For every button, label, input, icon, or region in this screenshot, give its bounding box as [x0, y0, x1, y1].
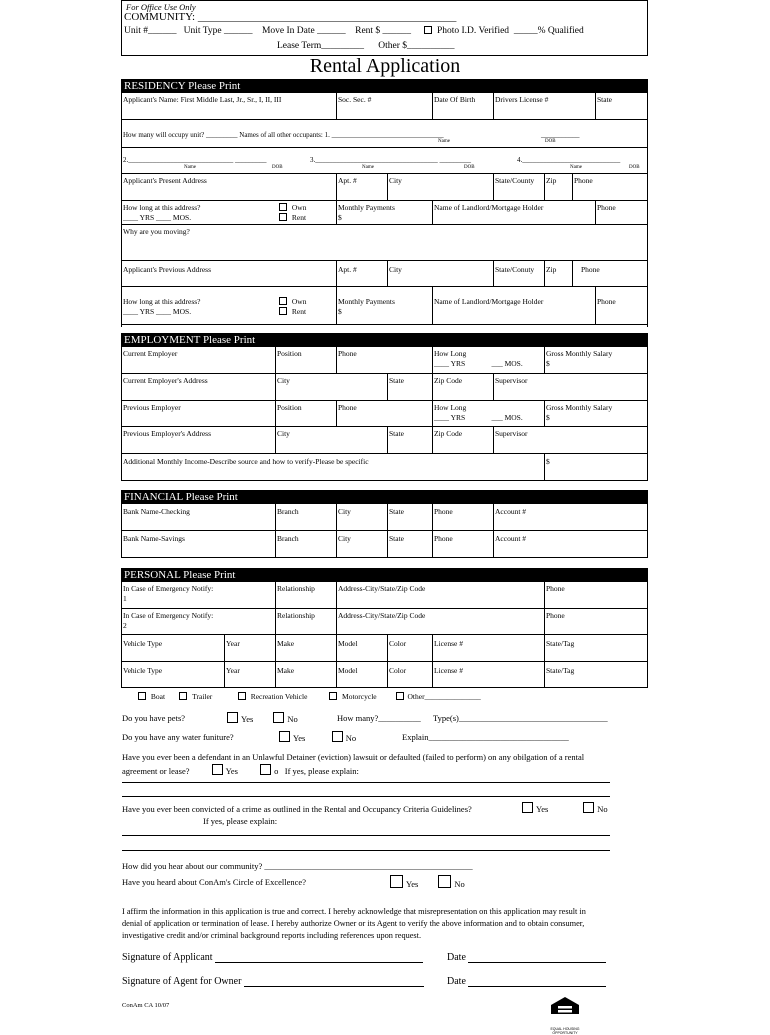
- motorcycle-label: Motorcycle: [342, 692, 377, 701]
- howlong-label-emp: How Long: [434, 349, 467, 358]
- pets-yes-checkbox[interactable]: [227, 712, 238, 723]
- yrs-mos-field-2[interactable]: ____ YRS ____ MOS.: [123, 307, 192, 316]
- previous-position-cell[interactable]: Position: [275, 401, 336, 426]
- occupy-question[interactable]: How many will occupy unit? _________ Names of all other occupants: 1. ________________________________: [123, 131, 444, 139]
- vehicle-model-2-cell[interactable]: Model: [336, 662, 387, 687]
- savings-branch-cell[interactable]: Branch: [275, 531, 336, 557]
- dob-caption-4: DOB: [629, 165, 640, 170]
- vehicle-type-2-cell[interactable]: Vehicle Type: [123, 666, 163, 675]
- pets-label: Do you have pets?: [122, 713, 186, 723]
- qualified-field[interactable]: _____% Qualified: [513, 26, 584, 36]
- pets-no-checkbox[interactable]: [273, 712, 284, 723]
- circle-no-label: No: [454, 879, 465, 889]
- convicted-options: [519, 802, 608, 814]
- defendant-yes-checkbox[interactable]: [212, 764, 223, 775]
- agent-signature-field[interactable]: [244, 986, 424, 987]
- previous-address-emp-row: [122, 427, 647, 454]
- current-howlong-cell[interactable]: [432, 347, 544, 373]
- prev-emp-address-cell[interactable]: Previous Employer's Address: [123, 429, 212, 438]
- rent-checkbox[interactable]: [279, 213, 287, 221]
- current-salary-cell[interactable]: [544, 347, 647, 373]
- unit-type-field[interactable]: Unit Type ______: [183, 26, 253, 36]
- checking-phone-cell[interactable]: Phone: [432, 504, 493, 530]
- employment-header: EMPLOYMENT Please Print: [121, 333, 648, 347]
- checking-row: [122, 504, 647, 531]
- hear-question[interactable]: How did you hear about our community? _________________________________________________: [122, 861, 473, 871]
- residency-grid: [121, 93, 648, 327]
- circle-options: [387, 875, 465, 889]
- vehicle-make-1-cell[interactable]: Make: [275, 635, 336, 661]
- monthly-payment-cell-2[interactable]: [336, 287, 432, 324]
- dob-caption-2: DOB: [272, 165, 283, 170]
- office-title: For Office Use Only: [126, 2, 196, 12]
- personal-grid: [121, 582, 648, 688]
- howlong-label: How long at this address?: [123, 203, 201, 212]
- current-phone-cell[interactable]: Phone: [336, 347, 432, 373]
- convicted-no-label: No: [597, 804, 608, 814]
- emergency-2-cell[interactable]: [122, 609, 275, 634]
- defendant-no-label: o: [274, 766, 279, 776]
- current-employer-row: [122, 347, 647, 374]
- boat-checkbox[interactable]: [138, 692, 146, 700]
- rent-label: Rent: [291, 213, 307, 222]
- defendant-question-2: [122, 764, 359, 776]
- vehicle-year-2-cell[interactable]: Year: [224, 662, 275, 687]
- previous-salary-cell[interactable]: [544, 401, 647, 426]
- water-explain-field[interactable]: Explain_________________________________: [402, 732, 569, 742]
- own-label: Own: [291, 203, 307, 212]
- water-no-checkbox[interactable]: [332, 731, 343, 742]
- applicant-row: [122, 93, 647, 120]
- affirm-line-2: denial of application or termination of lease. I hereby authorize Owner or its Agent to verify the above information and to obtain consumer,: [122, 919, 585, 928]
- landlord-cell-2[interactable]: Name of Landlord/Mortgage Holder: [432, 287, 595, 324]
- monthly-dollar: $: [338, 213, 342, 222]
- defendant-question-1: Have you ever been a defendant in an Unlawful Detainer (eviction) lawsuit or defaulted (failed to perform) on any obilgation of a rental: [122, 752, 585, 762]
- convicted-yes-label: Yes: [536, 804, 549, 814]
- previous-address-row: [122, 261, 647, 287]
- own-checkbox[interactable]: [279, 203, 287, 211]
- occupant-2[interactable]: 2.______________________________ _________: [123, 156, 267, 164]
- occupant-3[interactable]: 3.___________________________________ _________: [310, 156, 471, 164]
- savings-bank-cell[interactable]: Bank Name-Savings: [123, 534, 185, 543]
- vehicle-model-1-cell[interactable]: Model: [336, 635, 387, 661]
- emp-mos[interactable]: ___ MOS.: [491, 359, 523, 368]
- monthly-label-2: Monthly Payments: [338, 297, 395, 306]
- emergency-row-1: [122, 582, 647, 609]
- agent-date-row: [447, 976, 606, 987]
- license-state-cell[interactable]: State: [595, 93, 647, 119]
- other-checkbox[interactable]: [396, 692, 404, 700]
- previous-employer-row: [122, 401, 647, 427]
- rent-checkbox-2[interactable]: [279, 307, 287, 315]
- equal-housing-icon: [548, 996, 582, 1022]
- affirm-line-3: investigative credit and/or criminal background reports including references upon request.: [122, 931, 422, 940]
- defendant-q2-label: agreement or lease?: [122, 766, 190, 776]
- own-checkbox-2[interactable]: [279, 297, 287, 305]
- salary-label: Gross Monthly Salary: [546, 349, 613, 358]
- agent-signature-label: Signature of Agent for Owner: [122, 976, 242, 987]
- defendant-ifyes: If yes, please explain:: [284, 766, 359, 776]
- prev-emp-supervisor-cell[interactable]: Supervisor: [493, 427, 647, 453]
- photo-id-checkbox[interactable]: [424, 26, 432, 34]
- present-duration-row: [122, 201, 647, 225]
- emergency-row-2: [122, 609, 647, 635]
- present-howlong-cell[interactable]: [122, 201, 275, 224]
- rent-label-2: Rent: [291, 307, 307, 316]
- vehicle-state-1-cell[interactable]: State/Tag: [544, 635, 647, 661]
- vehicle-row-2: [122, 662, 647, 688]
- dob-cell[interactable]: Date Of Birth: [432, 93, 493, 119]
- emergency-address-1-cell[interactable]: Address-City/State/Zip Code: [336, 582, 544, 608]
- occupants-row-2: [122, 148, 647, 174]
- additional-income-cell[interactable]: Additional Monthly Income-Describe source and how to verify-Please be specific: [123, 457, 369, 466]
- savings-account-cell[interactable]: Account #: [493, 531, 647, 557]
- agent-date-label: Date: [447, 976, 466, 987]
- other-field[interactable]: Other $__________: [378, 41, 455, 51]
- prev-emp-city-cell[interactable]: City: [275, 427, 387, 453]
- move-in-field[interactable]: Move In Date ______: [261, 26, 346, 36]
- equal-housing-logo: [548, 996, 585, 1035]
- name-caption-2: Name: [184, 165, 196, 170]
- how-many-field[interactable]: How many?__________: [337, 713, 421, 723]
- yrs-mos-field[interactable]: ____ YRS ____ MOS.: [123, 213, 192, 222]
- own-rent-cell-2: [275, 287, 336, 324]
- monthly-label: Monthly Payments: [338, 203, 395, 212]
- emp-yrs-2[interactable]: ____ YRS: [434, 413, 466, 422]
- savings-city-cell[interactable]: City: [336, 531, 387, 557]
- boat-label: Boat: [150, 692, 166, 701]
- previous-state-cell[interactable]: State/Conuty: [493, 261, 544, 286]
- current-state-cell[interactable]: State: [387, 374, 432, 400]
- landlord-phone-cell-2[interactable]: Phone: [595, 287, 647, 324]
- emp-yrs[interactable]: ____ YRS: [434, 359, 466, 368]
- rv-label: Recreation Vehicle: [250, 692, 308, 701]
- present-zip-cell[interactable]: Zip: [544, 174, 572, 200]
- emergency-label-2: In Case of Emergency Notify:: [123, 611, 214, 620]
- relationship-2-cell[interactable]: Relationship: [275, 609, 336, 634]
- rv-checkbox[interactable]: [238, 692, 246, 700]
- convicted-no-checkbox[interactable]: [583, 802, 594, 813]
- vehicle-state-2-cell[interactable]: State/Tag: [544, 662, 647, 687]
- emergency-1-cell[interactable]: [122, 582, 275, 608]
- lease-term-field[interactable]: Lease Term_________: [277, 41, 365, 51]
- prev-emp-zip-cell[interactable]: Zip Code: [432, 427, 493, 453]
- trailer-label: Trailer: [192, 692, 213, 701]
- additional-income-row: [122, 454, 647, 481]
- employment-grid: [121, 347, 648, 481]
- vehicle-license-2-cell[interactable]: License #: [432, 662, 544, 687]
- ssn-cell[interactable]: Soc. Sec. #: [336, 93, 432, 119]
- previous-duration-row: [122, 287, 647, 325]
- previous-address-cell[interactable]: Applicant's Previous Address: [123, 265, 212, 274]
- checking-branch-cell[interactable]: Branch: [275, 504, 336, 530]
- howlong-label-emp-2: How Long: [434, 403, 467, 412]
- previous-phone-cell[interactable]: Phone: [336, 401, 432, 426]
- current-supervisor-cell[interactable]: Supervisor: [493, 374, 647, 400]
- previous-howlong-cell[interactable]: [122, 287, 275, 324]
- present-apt-cell[interactable]: Apt. #: [336, 174, 387, 200]
- monthly-payment-cell[interactable]: [336, 201, 432, 224]
- motorcycle-checkbox[interactable]: [329, 692, 337, 700]
- unit-field[interactable]: Unit #______: [124, 26, 177, 36]
- water-yes-checkbox[interactable]: [279, 731, 290, 742]
- emergency-label-1: In Case of Emergency Notify:: [123, 584, 214, 593]
- current-city-cell[interactable]: City: [275, 374, 387, 400]
- emergency-num-2: 2: [123, 621, 127, 630]
- convicted-ifyes: If yes, please explain:: [203, 816, 278, 826]
- other-vehicle-field[interactable]: Other_______________: [407, 692, 481, 701]
- convicted-explain-line-2[interactable]: [122, 850, 610, 851]
- pets-no-label: No: [287, 714, 298, 724]
- previous-apt-cell[interactable]: Apt. #: [336, 261, 387, 286]
- current-employer-cell[interactable]: Current Employer: [123, 349, 178, 358]
- defendant-no-checkbox[interactable]: [260, 764, 271, 775]
- previous-zip-cell[interactable]: Zip: [544, 261, 572, 286]
- applicant-signature-label: Signature of Applicant: [122, 952, 213, 963]
- circle-no-checkbox[interactable]: [438, 875, 451, 888]
- present-address-row: [122, 174, 647, 201]
- residency-header: RESIDENCY Please Print: [121, 79, 648, 93]
- name-caption-4: Name: [570, 165, 582, 170]
- current-address-cell[interactable]: Current Employer's Address: [123, 376, 208, 385]
- circle-yes-label: Yes: [406, 879, 419, 889]
- savings-state-cell[interactable]: State: [387, 531, 432, 557]
- financial-header: FINANCIAL Please Print: [121, 490, 648, 504]
- convicted-yes-checkbox[interactable]: [522, 802, 533, 813]
- present-city-cell[interactable]: City: [387, 174, 493, 200]
- agent-date-field[interactable]: [468, 986, 606, 987]
- circle-yes-checkbox[interactable]: [390, 875, 403, 888]
- emp-mos-2[interactable]: ___ MOS.: [491, 413, 523, 422]
- previous-phone-cell[interactable]: Phone: [572, 261, 647, 286]
- current-zip-cell[interactable]: Zip Code: [432, 374, 493, 400]
- page-title: Rental Application: [309, 55, 461, 77]
- water-no-label: No: [345, 733, 357, 743]
- occupants-row: [122, 120, 647, 148]
- occupant-4[interactable]: 4.____________________________: [517, 156, 621, 164]
- community-field[interactable]: COMMUNITY: _______________________________________________: [124, 11, 457, 23]
- present-address-cell[interactable]: Applicant's Present Address: [123, 176, 207, 185]
- vehicle-color-2-cell[interactable]: Color: [387, 662, 432, 687]
- why-moving-cell[interactable]: Why are you moving?: [123, 227, 190, 236]
- salary-label-2: Gross Monthly Salary: [546, 403, 613, 412]
- dob-caption: DOB: [545, 139, 556, 144]
- current-address-row: [122, 374, 647, 401]
- emergency-phone-2-cell[interactable]: Phone: [544, 609, 647, 634]
- current-position-cell[interactable]: Position: [275, 347, 336, 373]
- vehicle-license-1-cell[interactable]: License #: [432, 635, 544, 661]
- applicant-name-cell[interactable]: Applicant's Name: First Middle Last, Jr., Sr., I, II, III: [123, 95, 282, 104]
- pet-types-field[interactable]: Type(s)___________________________________: [433, 713, 608, 723]
- water-yes-label: Yes: [293, 733, 306, 743]
- present-state-cell[interactable]: State/County: [493, 174, 544, 200]
- own-rent-cell: [275, 201, 336, 224]
- vehicle-color-1-cell[interactable]: Color: [387, 635, 432, 661]
- additional-income-amount[interactable]: $: [544, 454, 647, 480]
- office-use-box: [121, 0, 648, 56]
- equal-housing-text: EQUAL HOUSING OPPORTUNITY: [550, 1027, 580, 1035]
- pets-question: [122, 713, 185, 723]
- agent-signature-row: [122, 976, 424, 987]
- previous-howlong-cell[interactable]: [432, 401, 544, 426]
- why-moving-row: [122, 225, 647, 261]
- office-line-2: [124, 26, 584, 36]
- previous-employer-cell[interactable]: Previous Employer: [123, 403, 181, 412]
- landlord-cell[interactable]: Name of Landlord/Mortgage Holder: [432, 201, 595, 224]
- water-options: [276, 731, 356, 743]
- pets-yes-label: Yes: [241, 714, 254, 724]
- savings-phone-cell[interactable]: Phone: [432, 531, 493, 557]
- defendant-explain-line-2[interactable]: [122, 796, 610, 797]
- applicant-date-row: [447, 952, 606, 963]
- emergency-num-1: 1: [123, 594, 127, 603]
- convicted-explain-line-1[interactable]: [122, 835, 610, 836]
- water-question: Do you have any water funiture?: [122, 732, 234, 742]
- dob-caption-3: DOB: [464, 165, 475, 170]
- previous-city-cell[interactable]: City: [387, 261, 493, 286]
- office-line-3: [277, 41, 455, 51]
- defendant-explain-line-1[interactable]: [122, 782, 610, 783]
- vehicle-make-2-cell[interactable]: Make: [275, 662, 336, 687]
- howlong-label-2: How long at this address?: [123, 297, 201, 306]
- relationship-1-cell[interactable]: Relationship: [275, 582, 336, 608]
- financial-grid: [121, 504, 648, 558]
- checking-city-cell[interactable]: City: [336, 504, 387, 530]
- vehicle-types-row: [135, 692, 481, 701]
- present-phone-cell[interactable]: Phone: [572, 174, 647, 200]
- checking-account-cell[interactable]: Account #: [493, 504, 647, 530]
- name-caption: Name: [438, 139, 450, 144]
- applicant-signature-row: [122, 952, 423, 963]
- personal-header: PERSONAL Please Print: [121, 568, 648, 582]
- checking-state-cell[interactable]: State: [387, 504, 432, 530]
- savings-row: [122, 531, 647, 558]
- photo-id-label: Photo I.D. Verified: [436, 26, 510, 36]
- emergency-phone-1-cell[interactable]: Phone: [544, 582, 647, 608]
- circle-question: Have you heard about ConAm's Circle of Excellence?: [122, 877, 306, 887]
- form-footer: ConAm CA 10/07: [122, 1002, 170, 1009]
- vehicle-type-1-cell[interactable]: Vehicle Type: [123, 639, 163, 648]
- name-caption-3: Name: [362, 165, 374, 170]
- defendant-yes-label: Yes: [225, 766, 238, 776]
- salary-dollar: $: [546, 359, 550, 368]
- vehicle-row-1: [122, 635, 647, 662]
- pets-options: [224, 712, 298, 724]
- landlord-phone-cell[interactable]: Phone: [595, 201, 647, 224]
- emergency-address-2-cell[interactable]: Address-City/State/Zip Code: [336, 609, 544, 634]
- own-label-2: Own: [291, 297, 307, 306]
- license-cell[interactable]: Drivers License #: [493, 93, 595, 119]
- convicted-question: Have you ever been convicted of a crime as outlined in the Rental and Occupancy Criteria Guidelines?: [122, 804, 472, 814]
- salary-dollar-2: $: [546, 413, 550, 422]
- monthly-dollar-2: $: [338, 307, 342, 316]
- prev-emp-state-cell[interactable]: State: [387, 427, 432, 453]
- applicant-date-field[interactable]: [468, 962, 606, 963]
- affirm-line-1: I affirm the information in this application is true and correct. I hereby acknowledge that misrepresentation on this application may result in: [122, 907, 586, 916]
- rent-field[interactable]: Rent $ ______: [355, 26, 412, 36]
- checking-bank-cell[interactable]: Bank Name-Checking: [123, 507, 190, 516]
- occupant-1-dob[interactable]: ___________: [541, 131, 580, 139]
- trailer-checkbox[interactable]: [179, 692, 187, 700]
- vehicle-year-1-cell[interactable]: Year: [224, 635, 275, 661]
- applicant-date-label: Date: [447, 952, 466, 963]
- applicant-signature-field[interactable]: [215, 962, 423, 963]
